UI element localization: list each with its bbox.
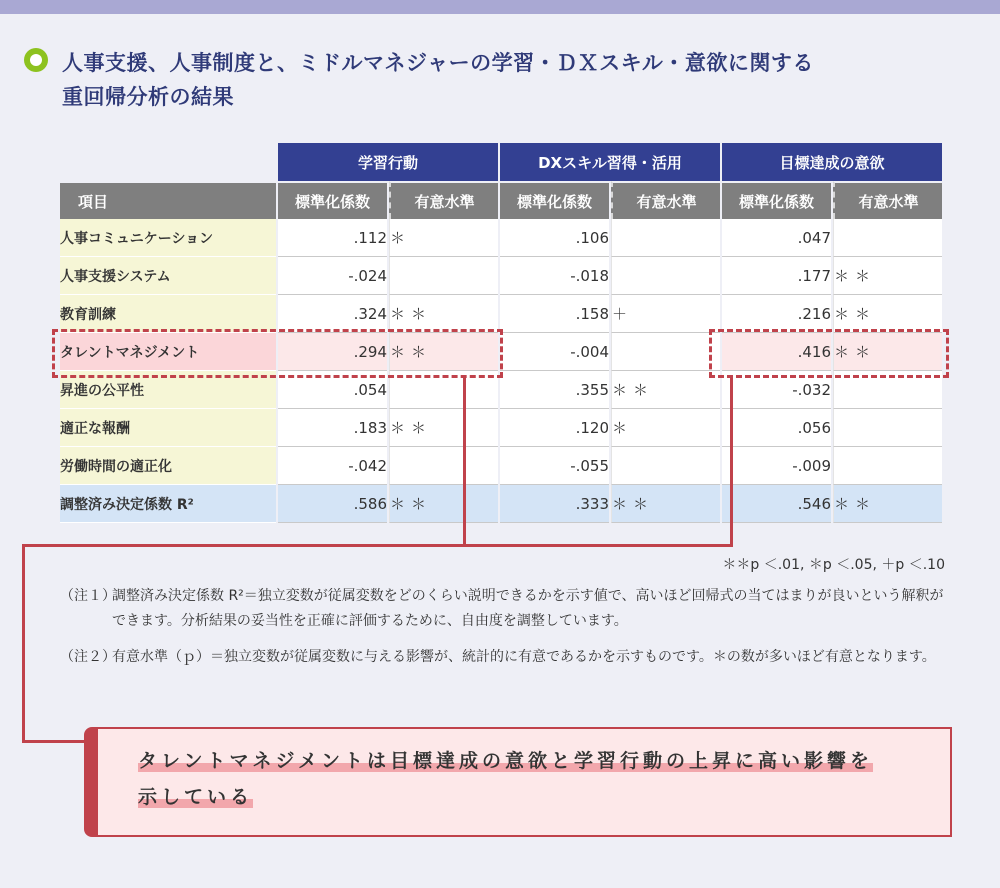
coef-cell: .106 bbox=[500, 219, 609, 257]
sig-cell bbox=[833, 447, 942, 485]
table-row bbox=[60, 257, 942, 295]
row-label: 適正な報酬 bbox=[60, 409, 276, 447]
sig-cell bbox=[611, 219, 720, 257]
coef-cell: .158 bbox=[500, 295, 609, 333]
row-label: 人事コミュニケーション bbox=[60, 219, 276, 257]
highlight-box-learning bbox=[52, 329, 503, 378]
sig-cell: ＊＊ bbox=[389, 409, 498, 447]
conclusion-callout bbox=[84, 727, 952, 837]
sig-cell: ＊ bbox=[611, 409, 720, 447]
table-row bbox=[60, 485, 942, 523]
conclusion-text bbox=[138, 743, 958, 815]
top-accent-bar bbox=[0, 0, 1000, 14]
coef-cell: .056 bbox=[722, 409, 831, 447]
sig-cell bbox=[833, 219, 942, 257]
sig-cell: ＊＊ bbox=[611, 371, 720, 409]
sig-cell bbox=[389, 447, 498, 485]
conclusion-line2: 示している bbox=[138, 786, 254, 808]
connector-line bbox=[22, 740, 86, 743]
row-label: 教育訓練 bbox=[60, 295, 276, 333]
significance-legend: ＊＊p ＜.01, ＊p ＜.05, ＋p ＜.10 bbox=[722, 557, 945, 573]
highlight-box-motivation bbox=[709, 329, 949, 378]
note-label: （注２） bbox=[60, 649, 116, 665]
coef-cell: .355 bbox=[500, 371, 609, 409]
sig-cell bbox=[611, 447, 720, 485]
group-header-row bbox=[60, 143, 942, 181]
note-2 bbox=[60, 645, 950, 670]
page-title-line1: 人事支援、人事制度と、ミドルマネジャーの学習・ＤＸスキル・意欲に関する bbox=[62, 51, 814, 75]
coef-cell: -.009 bbox=[722, 447, 831, 485]
conclusion-line1: タレントマネジメントは目標達成の意欲と学習行動の上昇に高い影響を bbox=[138, 750, 873, 772]
sig-cell: ＊＊ bbox=[833, 333, 942, 371]
coef-cell: -.042 bbox=[278, 447, 387, 485]
coef-cell: -.032 bbox=[722, 371, 831, 409]
sig-cell: ＊＊ bbox=[833, 485, 942, 523]
coef-header: 標準化係数 bbox=[278, 181, 387, 219]
coef-cell: .416 bbox=[722, 333, 831, 371]
sig-cell bbox=[611, 333, 720, 371]
connector-line bbox=[463, 378, 466, 546]
sig-header: 有意水準 bbox=[389, 181, 498, 219]
page-title bbox=[62, 46, 962, 114]
coef-cell: .112 bbox=[278, 219, 387, 257]
row-label: 昇進の公平性 bbox=[60, 371, 276, 409]
note-text: 調整済み決定係数 R²＝独立変数が従属変数をどのくらい説明できるかを示す値で、高いほど回帰式の当てはまりが良いという解釈ができます。分析結果の妥当性を正確に評価するために、自由度を調整しています。 bbox=[112, 588, 944, 629]
row-label: タレントマネジメント bbox=[60, 333, 276, 371]
coef-cell: .294 bbox=[278, 333, 387, 371]
coef-cell: .333 bbox=[500, 485, 609, 523]
coef-cell: .120 bbox=[500, 409, 609, 447]
bullet-ring-icon bbox=[24, 48, 48, 72]
note-1 bbox=[60, 584, 950, 634]
row-label: 労働時間の適正化 bbox=[60, 447, 276, 485]
table-row bbox=[60, 219, 942, 257]
coef-cell: -.055 bbox=[500, 447, 609, 485]
group-header-motivation: 目標達成の意欲 bbox=[722, 143, 942, 181]
sig-header: 有意水準 bbox=[611, 181, 720, 219]
table-row bbox=[60, 447, 942, 485]
coef-header: 標準化係数 bbox=[500, 181, 609, 219]
sig-cell: ＊＊ bbox=[833, 257, 942, 295]
sig-cell bbox=[389, 257, 498, 295]
coef-cell: .183 bbox=[278, 409, 387, 447]
coef-cell: -.004 bbox=[500, 333, 609, 371]
coef-cell: -.024 bbox=[278, 257, 387, 295]
sig-cell bbox=[833, 409, 942, 447]
sig-cell: ＊＊ bbox=[833, 295, 942, 333]
coef-cell: .047 bbox=[722, 219, 831, 257]
coef-cell: .177 bbox=[722, 257, 831, 295]
coef-header: 標準化係数 bbox=[722, 181, 831, 219]
connector-line bbox=[22, 544, 733, 547]
note-text: 有意水準（ｐ）＝独立変数が従属変数に与える影響が、統計的に有意であるかを示すものです。＊の数が多いほど有意となります。 bbox=[112, 649, 936, 665]
table-row bbox=[60, 295, 942, 333]
coef-cell: .054 bbox=[278, 371, 387, 409]
sig-cell: ＊＊ bbox=[389, 333, 498, 371]
coef-cell: .216 bbox=[722, 295, 831, 333]
group-header-learning: 学習行動 bbox=[278, 143, 498, 181]
connector-line bbox=[730, 378, 733, 546]
item-header: 項目 bbox=[60, 181, 276, 219]
table-row bbox=[60, 409, 942, 447]
sig-cell: ＊＊ bbox=[389, 295, 498, 333]
sig-cell: ＊＊ bbox=[389, 485, 498, 523]
note-label: （注１） bbox=[60, 588, 116, 604]
sig-cell bbox=[611, 257, 720, 295]
coef-cell: -.018 bbox=[500, 257, 609, 295]
sig-cell: ＋ bbox=[611, 295, 720, 333]
coef-cell: .546 bbox=[722, 485, 831, 523]
group-header-dx: DXスキル習得・活用 bbox=[500, 143, 720, 181]
coef-cell: .324 bbox=[278, 295, 387, 333]
row-label: 調整済み決定係数 R² bbox=[60, 485, 276, 523]
page-title-line2: 重回帰分析の結果 bbox=[62, 85, 234, 109]
connector-line bbox=[22, 544, 25, 743]
sub-header-row bbox=[60, 181, 942, 219]
row-label: 人事支援システム bbox=[60, 257, 276, 295]
sig-cell: ＊＊ bbox=[611, 485, 720, 523]
blank-corner bbox=[60, 143, 276, 181]
sig-header: 有意水準 bbox=[833, 181, 942, 219]
coef-cell: .586 bbox=[278, 485, 387, 523]
sig-cell: ＊ bbox=[389, 219, 498, 257]
